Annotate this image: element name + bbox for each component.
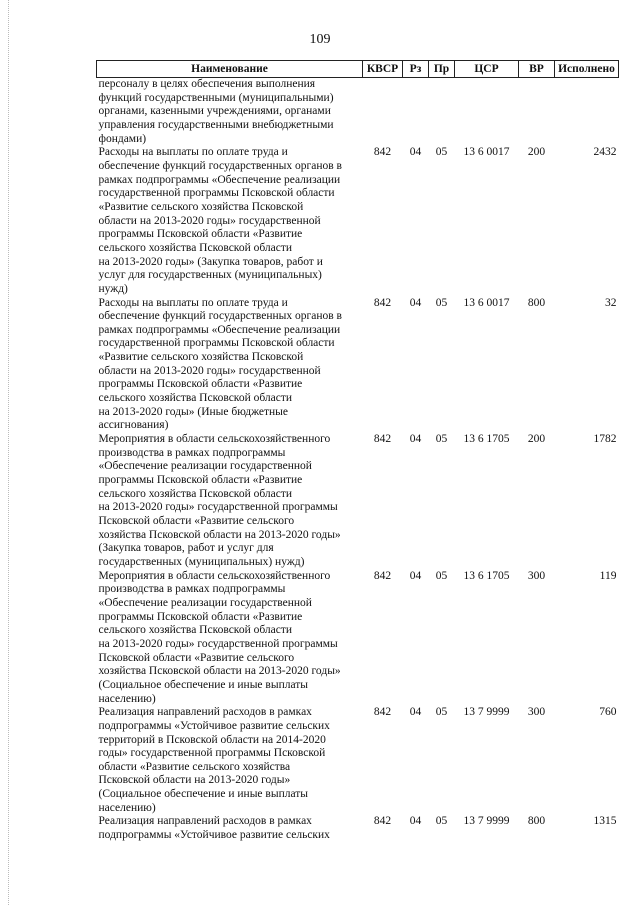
row-done-cell: 1782 bbox=[593, 433, 617, 446]
row-name-line: обеспечение функций государственных органов в bbox=[98, 310, 342, 323]
row-name-line: хозяйства Псковской области на 2013-2020 годы» bbox=[98, 528, 341, 541]
table-row bbox=[97, 570, 619, 707]
row-rz-cell: 04 bbox=[409, 146, 422, 159]
row-name-line: области на 2013-2020 годы» государственной bbox=[98, 214, 321, 227]
header-csr: ЦСР bbox=[455, 61, 519, 78]
row-name-cell bbox=[97, 570, 363, 707]
row-name-line: сельского хозяйства Псковской области bbox=[98, 392, 293, 405]
row-name-line: области на 2013-2020 годы» государственной bbox=[98, 364, 321, 377]
row-name-line: государственной программы Псковской области bbox=[98, 337, 335, 350]
row-pr-cell: 05 bbox=[435, 146, 448, 159]
row-pr-cell: 05 bbox=[435, 296, 448, 309]
row-name-line: ассигнования) bbox=[98, 419, 169, 432]
table-header bbox=[97, 61, 619, 78]
row-vr-cell: 300 bbox=[527, 569, 546, 582]
row-name-line: области «Развитие сельского хозяйства bbox=[98, 760, 291, 773]
row-name-line: Псковской области «Развитие сельского bbox=[98, 651, 295, 664]
header-row bbox=[97, 61, 619, 78]
row-kvsr-cell: 842 bbox=[373, 146, 392, 159]
row-name-line: государственной программы Псковской области bbox=[98, 187, 335, 200]
header-kvsr: КВСР bbox=[363, 61, 403, 78]
row-name-line: Мероприятия в области сельскохозяйственного bbox=[98, 569, 331, 582]
row-pr-cell: 05 bbox=[435, 569, 448, 582]
row-name-line: органами, казенными учреждениями, органами bbox=[98, 105, 331, 118]
table-row bbox=[97, 706, 619, 815]
row-name-line: Расходы на выплаты по оплате труда и bbox=[98, 296, 288, 309]
row-name-line: на 2013-2020 годы» (Иные бюджетные bbox=[98, 405, 289, 418]
row-vr-cell: 800 bbox=[527, 296, 546, 309]
row-rz-cell: 04 bbox=[409, 815, 422, 828]
header-done: Исполнено bbox=[555, 61, 619, 78]
row-name-line: населению) bbox=[98, 801, 156, 814]
header-vr: ВР bbox=[519, 61, 555, 78]
row-rz-cell: 04 bbox=[409, 706, 422, 719]
row-name-line: программы Псковской области «Развитие bbox=[98, 610, 303, 623]
row-name-line: рамках подпрограммы «Обеспечение реализации bbox=[98, 173, 341, 186]
row-kvsr-cell: 842 bbox=[373, 815, 392, 828]
row-vr-cell: 800 bbox=[527, 815, 546, 828]
row-name-line: программы Псковской области «Развитие bbox=[98, 474, 303, 487]
row-name-line: Расходы на выплаты по оплате труда и bbox=[98, 146, 288, 159]
row-name-line: «Обеспечение реализации государственной bbox=[98, 460, 312, 473]
row-name-line: государственных (муниципальных) нужд) bbox=[98, 555, 305, 568]
row-name-line: Псковской области на 2013-2020 годы» bbox=[98, 774, 291, 787]
row-done-cell: 119 bbox=[599, 569, 617, 582]
table-row bbox=[97, 146, 619, 296]
row-name-cell bbox=[97, 706, 363, 815]
row-name-line: подпрограммы «Устойчивое развитие сельских bbox=[98, 719, 330, 732]
row-name-line: Псковской области «Развитие сельского bbox=[98, 515, 295, 527]
row-name-line: производства в рамках подпрограммы bbox=[98, 446, 286, 459]
row-name-cell bbox=[97, 297, 363, 434]
row-done-cell: 760 bbox=[599, 706, 617, 719]
row-pr-cell bbox=[429, 78, 455, 147]
row-name-line: Мероприятия в области сельскохозяйственного bbox=[98, 433, 331, 446]
page-edge-line bbox=[8, 0, 9, 905]
row-name-line: сельского хозяйства Псковской области bbox=[98, 624, 293, 637]
row-name-line: Реализация направлений расходов в рамках bbox=[98, 706, 312, 719]
row-kvsr-cell: 842 bbox=[373, 433, 392, 446]
row-name-line: производства в рамках подпрограммы bbox=[98, 583, 286, 596]
row-name-line: населению) bbox=[98, 692, 156, 705]
table-row bbox=[97, 78, 619, 147]
page-number: 109 bbox=[309, 32, 331, 47]
row-pr-cell: 05 bbox=[435, 433, 448, 446]
row-name-line: на 2013-2020 годы» государственной программы bbox=[98, 501, 338, 514]
row-name-line: хозяйства Псковской области на 2013-2020 годы» bbox=[98, 665, 341, 678]
row-name-line: территорий в Псковской области на 2014-2020 bbox=[98, 733, 326, 746]
row-name-line: фондами) bbox=[98, 132, 147, 145]
row-vr-cell: 300 bbox=[527, 706, 546, 719]
row-name-line: (Закупка товаров, работ и услуг для bbox=[98, 542, 274, 555]
row-rz-cell bbox=[403, 78, 429, 147]
row-name-cell bbox=[97, 433, 363, 570]
row-name-line: персоналу в целях обеспечения выполнения bbox=[98, 78, 316, 90]
row-kvsr-cell: 842 bbox=[373, 569, 392, 582]
row-name-line: Реализация направлений расходов в рамках bbox=[98, 815, 312, 828]
table-row bbox=[97, 815, 619, 842]
row-name-line: рамках подпрограммы «Обеспечение реализации bbox=[98, 323, 341, 336]
row-kvsr-cell: 842 bbox=[373, 296, 392, 309]
budget-execution-table bbox=[96, 60, 619, 843]
row-csr-cell bbox=[455, 78, 519, 147]
row-name-line: услуг для государственных (муниципальных) bbox=[98, 269, 322, 282]
row-name-line: на 2013-2020 годы» (Закупка товаров, работ и bbox=[98, 255, 323, 268]
row-rz-cell: 04 bbox=[409, 296, 422, 309]
table-row bbox=[97, 433, 619, 570]
row-csr-cell: 13 7 9999 bbox=[463, 815, 510, 828]
row-name-line: «Обеспечение реализации государственной bbox=[98, 596, 312, 609]
row-rz-cell: 04 bbox=[409, 569, 422, 582]
row-pr-cell: 05 bbox=[435, 815, 448, 828]
table-body bbox=[97, 78, 619, 843]
row-name-line: годы» государственной программы Псковской bbox=[98, 747, 326, 760]
row-csr-cell: 13 6 1705 bbox=[463, 433, 510, 446]
row-csr-cell: 13 6 1705 bbox=[463, 569, 510, 582]
row-name-line: сельского хозяйства Псковской области bbox=[98, 241, 293, 254]
row-vr-cell: 200 bbox=[527, 146, 546, 159]
row-name-line: функций государственными (муниципальными) bbox=[98, 91, 334, 104]
row-done-cell bbox=[555, 78, 619, 147]
row-name-line: нужд) bbox=[98, 282, 128, 295]
row-name-line: на 2013-2020 годы» государственной программы bbox=[98, 637, 338, 650]
row-name-line: управления государственными внебюджетными bbox=[98, 118, 334, 131]
row-name-line: «Развитие сельского хозяйства Псковской bbox=[98, 351, 304, 364]
row-kvsr-cell bbox=[363, 78, 403, 147]
row-name-line: (Социальное обеспечение и иные выплаты bbox=[98, 678, 309, 691]
row-name-cell bbox=[97, 78, 363, 147]
header-pr: Пр bbox=[429, 61, 455, 78]
row-name-line: сельского хозяйства Псковской области bbox=[98, 487, 293, 500]
row-name-cell bbox=[97, 146, 363, 296]
row-name-line: программы Псковской области «Развитие bbox=[98, 228, 303, 241]
row-rz-cell: 04 bbox=[409, 433, 422, 446]
row-kvsr-cell: 842 bbox=[373, 706, 392, 719]
row-name-line: программы Псковской области «Развитие bbox=[98, 378, 303, 391]
row-pr-cell: 05 bbox=[435, 706, 448, 719]
row-done-cell: 2432 bbox=[593, 146, 617, 159]
row-name-cell bbox=[97, 815, 363, 842]
row-csr-cell: 13 7 9999 bbox=[463, 706, 510, 719]
header-name: Наименование bbox=[97, 61, 363, 78]
row-done-cell: 1315 bbox=[593, 815, 617, 828]
row-csr-cell: 13 6 0017 bbox=[463, 296, 510, 309]
row-name-line: (Социальное обеспечение и иные выплаты bbox=[98, 788, 309, 801]
row-csr-cell: 13 6 0017 bbox=[463, 146, 510, 159]
row-vr-cell: 200 bbox=[527, 433, 546, 446]
row-vr-cell bbox=[519, 78, 555, 147]
row-done-cell: 32 bbox=[605, 296, 617, 309]
row-name-line: «Развитие сельского хозяйства Псковской bbox=[98, 200, 304, 213]
table-row bbox=[97, 297, 619, 434]
header-rz: Рз bbox=[403, 61, 429, 78]
row-name-line: обеспечение функций государственных органов в bbox=[98, 159, 342, 172]
row-name-line: подпрограммы «Устойчивое развитие сельских bbox=[98, 829, 330, 842]
